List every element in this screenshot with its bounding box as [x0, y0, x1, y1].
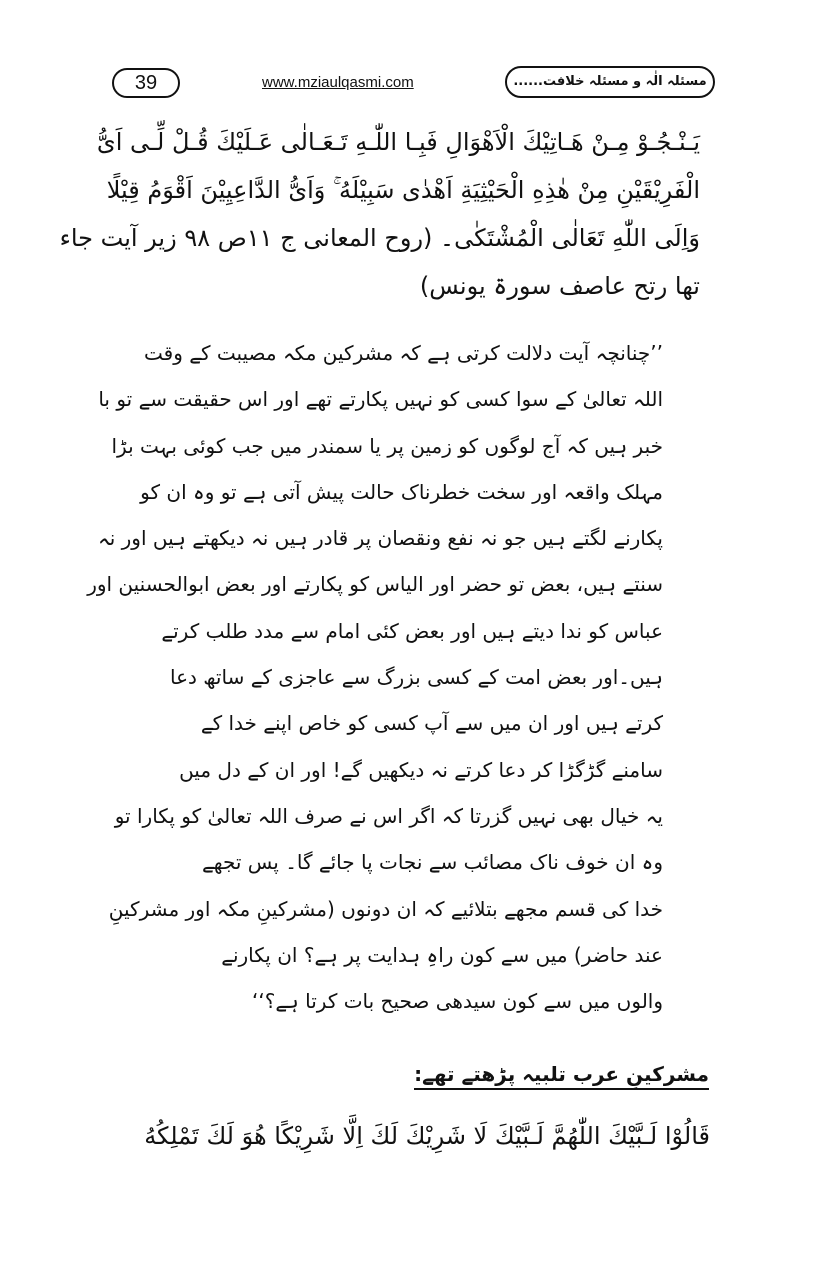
quote-line: عند حاضر) میں سے کون راہِ ہدایت پر ہے؟ ان پکارنے	[221, 942, 663, 967]
arabic-line: الْفَرِيْقَيْنِ مِنْ هٰذِهِ الْحَيْثِيَةِ اَهْدٰى سَبِيْلَهُ ۚ وَاَىُّ الدَّاعِيِيْنَ اَقْوَمُ قِيْلًا	[106, 176, 700, 204]
website-link[interactable]: www.mziaulqasmi.com	[262, 74, 414, 91]
quote-line: اللہ تعالیٰ کے سوا کسی کو نہیں پکارتے تھے اور اس حقیقت سے تو با	[98, 387, 663, 412]
quote-line: ہیں۔اور بعض امت کے کسی بزرگ سے عاجزی کے ساتھ دعا	[170, 665, 663, 690]
page-number: 39	[112, 68, 180, 98]
quote-line: سنتے ہیں، بعض تو حضر اور الیاس کو پکارتے اور بعض ابوالحسنین اور	[87, 572, 663, 597]
quote-line: خدا کی قسم مجھے بتلائیے کہ ان دونوں (مشرکینِ مکہ اور مشرکینِ	[108, 896, 663, 921]
arabic-line: يَـنْـجُـوْ مِـنْ هَـاتِيْكَ الْاَهْوَالِ فَبِـا اللّٰـهِ تَـعَـالٰى عَـلَيْكَ قُـلْ لِّـى اَىُّ	[96, 128, 700, 156]
arabic-line: وَاِلَى اللّٰهِ تَعَالٰى الْمُشْتَكٰى۔ (روح المعانی ج ۱۱ص ۹۸ زیر آیت جاء	[59, 224, 700, 252]
arabic-passage	[59, 118, 700, 310]
quote-line: عباس کو ندا دیتے ہیں اور بعض کئی امام سے مدد طلب کرتے	[161, 618, 663, 643]
quote-line: کرتے ہیں اور ان میں سے آپ کسی کو خاص اپنے خدا کے	[200, 711, 663, 736]
quote-line: والوں میں سے کون سیدھی صحیح بات کرتا ہے؟‘‘	[252, 989, 663, 1014]
talbiya-verse: قَالُوْا لَـبَّيْكَ اللّٰهُمَّ لَـبَّيْكَ لَا شَرِيْكَ لَكَ اِلَّا شَرِيْكًا هُوَ لَكَ تَمْلِكُهُ	[144, 1122, 710, 1150]
quote-line: ’’چنانچہ آیت دلالت کرتی ہے کہ مشرکین مکہ مصیبت کے وقت	[144, 341, 663, 365]
urdu-quote	[87, 330, 663, 1024]
quote-line: یہ خیال بھی نہیں گزرتا کہ اگر اس نے صرف اللہ تعالیٰ کو پکارا تو	[114, 803, 663, 828]
quote-line: پکارنے لگتے ہیں جو نہ نفع ونقصان پر قادر ہیں نہ دیکھتے ہیں اور نہ	[97, 526, 663, 551]
running-title: مسئلہ الٰہ و مسئلہ خلافت......	[505, 66, 715, 98]
quote-line: سامنے گڑگڑا کر دعا کرتے نہ دیکھیں گے! اور ان کے دل میں	[179, 757, 663, 782]
section-heading: مشرکینِ عرب تلبیہ پڑھتے تھے:	[414, 1062, 709, 1090]
quote-line: مہلک واقعہ اور سخت خطرناک حالت پیش آتی ہے تو وہ ان کو	[140, 479, 663, 504]
page-header	[0, 66, 825, 102]
quote-line: خبر ہیں کہ آج لوگوں کو زمین پر یا سمندر میں جب کوئی بہت بڑا	[111, 433, 663, 458]
arabic-line: تھا رتح عاصف سورۃ یونس)	[419, 272, 700, 300]
quote-line: وہ ان خوف ناک مصائب سے نجات پا جائے گا۔ پس تجھے	[202, 850, 663, 875]
